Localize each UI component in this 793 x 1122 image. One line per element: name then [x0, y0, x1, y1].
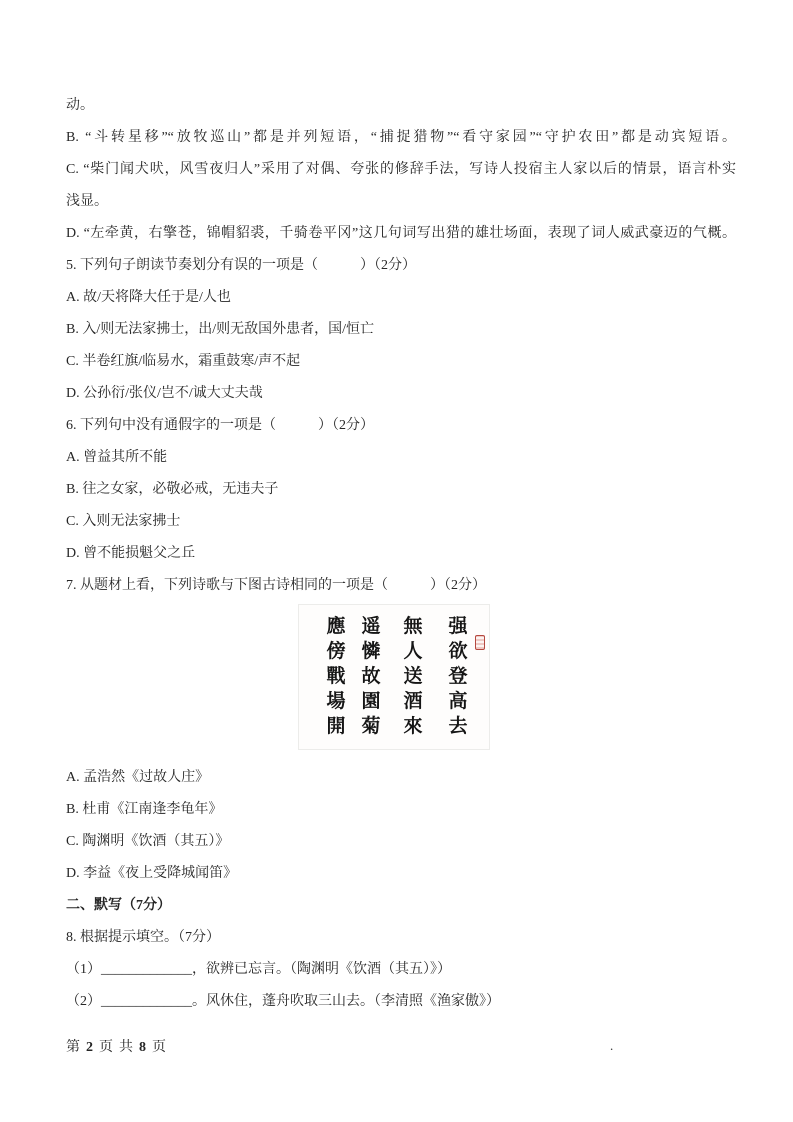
poem-char: 酒	[403, 691, 423, 712]
option-d-q4: D. “左牵黄，右擎苍，锦帽貂裘，千骑卷平冈”这几句词写出猎的雄壮场面，表现了词人威武豪迈的气概。	[66, 226, 736, 241]
footer-text: 页	[152, 1040, 166, 1055]
poem-char: 傍	[326, 641, 346, 662]
poem-char: 園	[361, 691, 381, 712]
poem-char: 無	[403, 616, 423, 637]
poem-char: 遥	[361, 616, 381, 637]
fill-blank-2: （2）_____________。风休住，蓬舟吹取三山去。（李清照《渔家傲》）	[66, 994, 500, 1009]
option-a-q7: A. 孟浩然《过故人庄》	[66, 770, 210, 785]
footer-text: 共	[119, 1040, 133, 1055]
footer-text: 第	[66, 1040, 80, 1055]
stray-period-mark: .	[610, 1038, 614, 1053]
poem-char: 欲	[448, 641, 468, 662]
paragraph-tail-line: 动。	[66, 98, 94, 113]
poem-char: 菊	[361, 716, 381, 737]
option-d-q6: D. 曾不能损魁父之丘	[66, 546, 196, 561]
poem-char: 憐	[361, 641, 381, 662]
poem-char: 場	[326, 691, 346, 712]
footer-text: 页	[99, 1040, 113, 1055]
footer-page-number: 2	[86, 1040, 93, 1055]
poem-column-2	[400, 614, 426, 739]
option-c-q6: C. 入则无法家拂士	[66, 514, 181, 529]
page-footer	[66, 1036, 172, 1060]
poem-column-4	[323, 614, 349, 739]
question-7: 7. 从题材上看，下列诗歌与下图古诗相同的一项是（ ）（2分）	[66, 578, 486, 593]
poem-char: 送	[403, 666, 423, 687]
section-heading-dictation: 二、默写（7分）	[66, 898, 171, 913]
poem-char: 高	[448, 691, 468, 712]
poem-char: 應	[326, 616, 346, 637]
calligraphy-poem-image	[298, 604, 490, 750]
poem-char: 人	[403, 641, 423, 662]
question-6: 6. 下列句中没有通假字的一项是（ ）（2分）	[66, 418, 374, 433]
poem-char: 戰	[326, 666, 346, 687]
poem-char: 强	[448, 616, 468, 637]
option-b-q6: B. 往之女家，必敬必戒，无违夫子	[66, 482, 279, 497]
poem-column-1	[445, 614, 471, 739]
poem-char: 故	[361, 666, 381, 687]
footer-total-pages: 8	[139, 1040, 146, 1055]
question-5: 5. 下列句子朗读节奏划分有误的一项是（ ）（2分）	[66, 258, 416, 273]
option-c-q5: C. 半卷红旗/临易水，霜重鼓寒/声不起	[66, 354, 301, 369]
option-a-q5: A. 故/天将降大任于是/人也	[66, 290, 231, 305]
option-c-q4-line2: 浅显。	[66, 194, 108, 209]
fill-blank-1: （1）_____________，欲辨已忘言。（陶渊明《饮酒（其五）》）	[66, 962, 451, 977]
option-b-q4: B. “斗转星移”“放牧巡山”都是并列短语，“捕捉猎物”“看守家园”“守护农田”都是动宾短语。	[66, 130, 736, 145]
poem-column-3	[358, 614, 384, 739]
poem-char: 登	[448, 666, 468, 687]
option-d-q7: D. 李益《夜上受降城闻笛》	[66, 866, 238, 881]
option-a-q6: A. 曾益其所不能	[66, 450, 168, 465]
option-b-q7: B. 杜甫《江南逢李龟年》	[66, 802, 223, 817]
option-c-q7: C. 陶渊明《饮酒（其五）》	[66, 834, 230, 849]
option-c-q4-line1: C. “柴门闻犬吠，风雪夜归人”采用了对偶、夸张的修辞手法，写诗人投宿主人家以后的情景，语言朴实	[66, 162, 736, 177]
poem-char: 開	[326, 716, 346, 737]
poem-char: 去	[448, 716, 468, 737]
option-b-q5: B. 入/则无法家拂士，出/则无敌国外患者，国/恒亡	[66, 322, 375, 337]
document-content	[66, 90, 736, 1018]
red-seal-icon	[475, 635, 485, 650]
poem-char: 來	[403, 716, 423, 737]
option-d-q5: D. 公孙衍/张仪/岂不/诚大丈夫哉	[66, 386, 263, 401]
question-8: 8. 根据提示填空。（7分）	[66, 930, 220, 945]
